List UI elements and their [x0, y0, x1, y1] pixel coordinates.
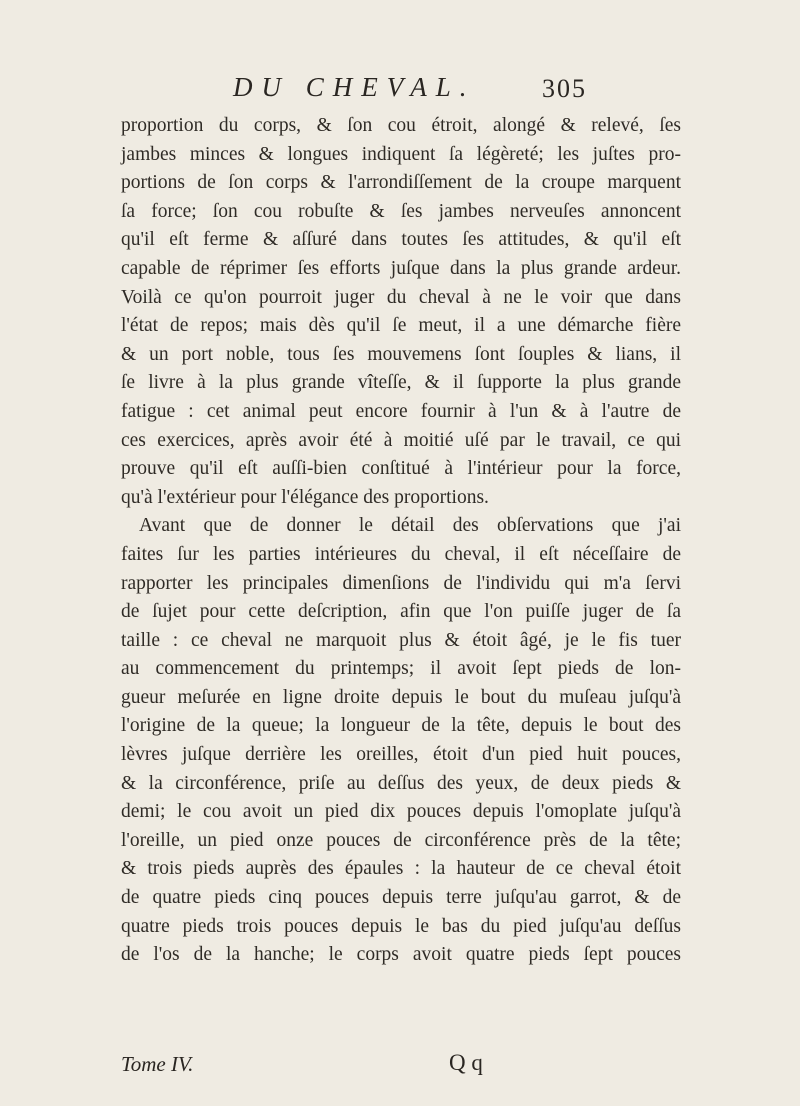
text-line: faites ſur les parties intérieures du cheval, il eſt néceſſaire de — [121, 543, 681, 565]
text-line: de l'os de la hanche; le corps avoit quatre pieds ſept pouces — [121, 944, 681, 966]
text-line: qu'à l'extérieur pour l'élégance des proportions. — [121, 486, 489, 508]
text-line: ces exercices, après avoir été à moitié uſé par le travail, ce qui — [121, 429, 681, 451]
text-line: ſa force; ſon cou robuſte & ſes jambes nerveuſes annoncent — [121, 200, 681, 222]
volume-label: Tome IV. — [121, 1052, 194, 1076]
text-line: ſe livre à la plus grande vîteſſe, & il ſupporte la plus grande — [121, 372, 681, 394]
text-line: jambes minces & longues indiquent ſa légèreté; les juſtes pro- — [121, 143, 681, 165]
text-line: Avant que de donner le détail des obſervations que j'ai — [139, 515, 681, 537]
page-footer — [0, 1052, 800, 1086]
text-line: rapporter les principales dimenſions de l'individu qui m'a ſervi — [121, 572, 681, 594]
text-line: portions de ſon corps & l'arrondiſſement de la croupe marquent — [121, 172, 681, 194]
text-line: capable de réprimer ſes efforts juſque dans la plus grande ardeur. — [121, 257, 681, 279]
text-line: de ſujet pour cette deſcription, afin que l'on puiſſe juger de ſa — [121, 601, 681, 623]
text-line: l'oreille, un pied onze pouces de circonférence près de la tête; — [121, 829, 681, 851]
text-line: fatigue : cet animal peut encore fournir à l'un & à l'autre de — [121, 400, 681, 422]
text-line: qu'il eſt ferme & aſſuré dans toutes ſes attitudes, & qu'il eſt — [121, 229, 681, 251]
running-title: DU CHEVAL. — [233, 72, 476, 102]
text-line: au commencement du printemps; il avoit ſept pieds de lon- — [121, 658, 681, 680]
printer-signature: Q q — [449, 1050, 483, 1075]
text-line: & la circonférence, priſe au deſſus des yeux, de deux pieds & — [121, 772, 681, 794]
text-line: l'origine de la queue; la longueur de la tête, depuis le bout des — [121, 715, 681, 737]
page-number: 305 — [542, 74, 587, 103]
text-line: & trois pieds auprès des épaules : la hauteur de ce cheval étoit — [121, 858, 681, 880]
text-line: demi; le cou avoit un pied dix pouces depuis l'omoplate juſqu'à — [121, 801, 681, 823]
text-line: de quatre pieds cinq pouces depuis terre juſqu'au garrot, & de — [121, 887, 681, 909]
page-header — [0, 72, 800, 112]
text-line: gueur meſurée en ligne droite depuis le bout du muſeau juſqu'à — [121, 686, 681, 708]
text-line: prouve qu'il eſt auſſi-bien conſtitué à l'intérieur pour la force, — [121, 458, 681, 480]
text-line: quatre pieds trois pouces depuis le bas du pied juſqu'au deſſus — [121, 915, 681, 937]
text-line: taille : ce cheval ne marquoit plus & étoit âgé, je le fis tuer — [121, 629, 681, 651]
text-line: lèvres juſque derrière les oreilles, étoit d'un pied huit pouces, — [121, 744, 681, 766]
body-text — [121, 112, 681, 970]
text-line: Voilà ce qu'on pourroit juger du cheval à ne le voir que dans — [121, 286, 681, 308]
text-line: & un port noble, tous ſes mouvemens ſont ſouples & lians, il — [121, 343, 681, 365]
text-line: l'état de repos; mais dès qu'il ſe meut, il a une démarche fière — [121, 315, 681, 337]
text-line: proportion du corps, & ſon cou étroit, alongé & relevé, ſes — [121, 115, 681, 136]
